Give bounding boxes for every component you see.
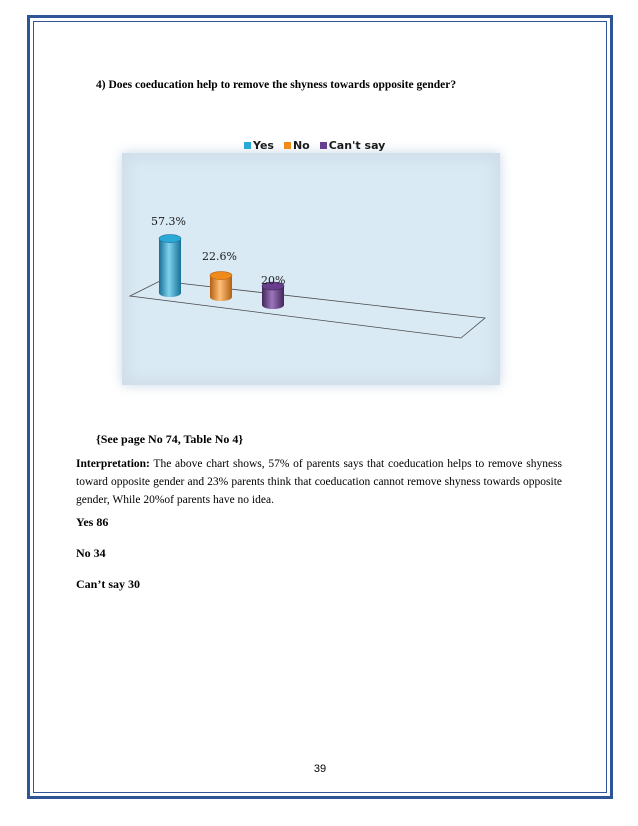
count-yes: Yes 86 (76, 515, 109, 529)
page-number: 39 (313, 763, 327, 775)
interpretation-label: Interpretation: (76, 458, 150, 470)
data-label-no: 22.6% (202, 249, 237, 263)
question-heading: 4) Does coeducation help to remove the shyness towards opposite gender? (96, 79, 457, 91)
count-cant-say: Can’t say 30 (76, 577, 141, 591)
legend-label-yes: Yes (253, 139, 274, 152)
data-label-yes: 57.3% (151, 214, 186, 228)
count-no: No 34 (76, 546, 106, 560)
bar-yes (159, 239, 181, 297)
legend-label-cant-say: Can't say (328, 139, 386, 152)
data-label-cant-say: 20% (261, 274, 286, 287)
chart-bars (159, 235, 284, 309)
chart-floor (130, 281, 485, 338)
interpretation-paragraph (76, 455, 562, 509)
source-note: {See page No 74, Table No 4} (96, 432, 244, 446)
legend-label-no: No (292, 139, 310, 152)
interpretation-text: The above chart shows, 57% of parents says that coeducation helps to remove shyness toward opposite gender and 23% parents think that coeducation cannot remove shyness towards opposite gender, While 20%of parents have no idea. (76, 458, 562, 506)
bar-top-yes (159, 235, 181, 243)
bar-top-no (210, 272, 232, 280)
